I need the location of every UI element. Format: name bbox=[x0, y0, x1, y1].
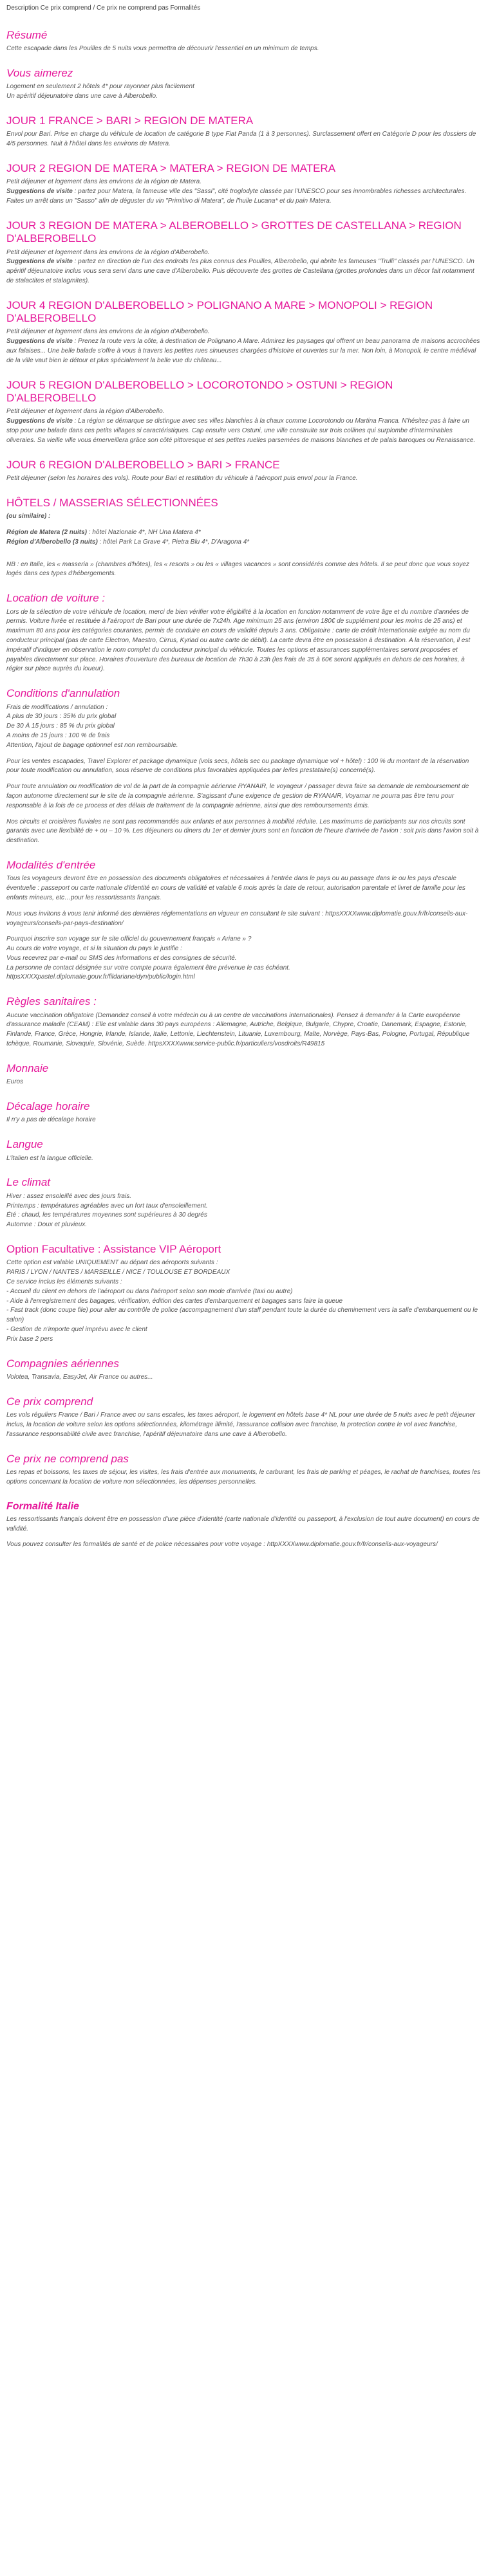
annulation-title: Conditions d'annulation bbox=[6, 687, 120, 700]
section-jour6 bbox=[6, 459, 482, 484]
comprend-text: Les vols réguliers France / Bari / France avec ou sans escales, les taxes aéroport, le logement en hôtels base 4* NL pour une durée de 5 nuits avec le petit déjeuner inclus, la location de voiture selon les options sélectionnées, kilométrage illimité, l'assurance collision avec franchise, la protection contre le vol avec franchise, l'assurance responsabilité civile avec franchise, l'apéritif déjeunatoire dans une cave à Alberobello. bbox=[6, 1412, 476, 1438]
aimerez-title: Vous aimerez bbox=[6, 66, 73, 79]
vip-line: - Gestion de n'importe quel imprévu avec le client bbox=[6, 1325, 147, 1333]
section-decalage bbox=[6, 1100, 482, 1125]
decalage-text: Il n'y a pas de décalage horaire bbox=[6, 1116, 96, 1124]
location-text: Lors de la sélection de votre véhicule de location, merci de bien vérifier votre éligibilité à la location en fonction notamment de votre âge et du nombre d'années de permis. Voiture livrée et restituée à l'aéroport de Bari pour une durée de 7x24h. Age minimum 25 ans (environ 180€ de supplément pour les moins de 25 ans) et maximum 80 ans pour les catégories courantes, permis de conduire en cours de validité depuis 3 ans. Obligatoire : carte de crédit internationale exigée au nom du conducteur principal (pas de carte Electron, Maestro, Cirrus, Kyriad ou autre carte de débit). La carte devra être en possession à destination. A la réservation, il est impératif d'indiquer en observation le nom complet du conducteur principal du véhicule. Toutes les options et assurances supplémentaires seront proposées et payables directement sur place. Horaires d'ouverture des bureaux de location de 7h30 à 23h (les frais de 35 à 60€ seront appliqués en dehors de ces horaires, à régler sur place auprès du loueur). bbox=[6, 608, 471, 673]
section-jour2 bbox=[6, 162, 482, 207]
section-jour4 bbox=[6, 299, 482, 366]
modalites-line: Vous recevrez par e-mail ou SMS des informations et des consignes de sécurité. bbox=[6, 954, 237, 962]
hotel-region-label: Région de Matera (2 nuits) bbox=[6, 529, 88, 537]
hotels-note: NB : en Italie, les « masseria » (chambres d'hôtes), les « resorts » ou les « villages vacances » sont considérés comme des hôtels. Il se peut donc que vous soyez logés dans ces types d'hébergements. bbox=[6, 560, 469, 578]
compagnies-title: Compagnies aériennes bbox=[6, 1357, 119, 1370]
langue-title: Langue bbox=[6, 1138, 43, 1151]
climat-line: Hiver : assez ensoleillé avec des jours frais. bbox=[6, 1192, 131, 1200]
jour4-title: JOUR 4 REGION D'ALBEROBELLO > POLIGNANO A MARE > MONOPOLI > REGION D'ALBEROBELLO bbox=[6, 299, 433, 325]
decalage-title: Décalage horaire bbox=[6, 1100, 90, 1113]
vip-line: Ce service inclus les éléments suivants : bbox=[6, 1278, 122, 1285]
jour3-line1: Petit déjeuner et logement dans les environs de la région d'Alberobello. bbox=[6, 248, 210, 256]
section-monnaie bbox=[6, 1062, 482, 1087]
jour6-text: Petit déjeuner (selon les horaires des vols). Route pour Bari et restitution du véhicule à l'aéroport puis envol pour la France. bbox=[6, 475, 358, 483]
jour1-text: Envol pour Bari. Prise en charge du véhicule de location de catégorie B type Fiat Panda (1 à 3 personnes). Surclassement offert en Catégorie D pour les dossiers de 4/5 personnes. Nuit à l'hôtel dans les environs de Matera. bbox=[6, 131, 476, 148]
section-formalite bbox=[6, 1500, 482, 1550]
climat-line: Été : chaud, les températures moyennes sont supérieures à 30 degrés bbox=[6, 1211, 207, 1219]
hotel-names: : hôtel Park La Grave 4*, Pietra Blu 4*, D'Aragona 4* bbox=[97, 538, 250, 546]
suggestions-label: Suggestions de visite bbox=[6, 418, 73, 425]
sanitaires-text: Aucune vaccination obligatoire (Demandez conseil à votre médecin ou à un centre de vaccinations internationales). Pensez à demander à la Carte européenne d'assurance maladie (CEAM) : Elle est valable dans 30 pays européens : Allemagne, Autriche, Belgique, Bulgarie, Chypre, Croatie, Danemark, Espagne, Estonie, Finlande, France, Grèce, Hongrie, Irlande, Islande, Italie, Lettonie, Liechtenstein, Lituanie, Luxembourg, Malte, Norvège, Pays-Bas, Pologne, Portugal, République tchèque, Roumanie, Slovaquie, Slovénie, Suède. httpsXXXXwww.service-public.fr/particuliers/vosdroits/R49815 bbox=[6, 1011, 470, 1048]
jour5-line1: Petit déjeuner et logement dans la région d'Alberobello. bbox=[6, 408, 165, 416]
section-location bbox=[6, 592, 482, 674]
modalites-line: Pourquoi inscrire son voyage sur le site officiel du gouvernement français « Ariane » ? bbox=[6, 935, 252, 943]
suggestions-label: Suggestions de visite bbox=[6, 338, 73, 345]
hotel-item bbox=[6, 538, 482, 547]
jour4-suggestions bbox=[6, 337, 482, 365]
aimerez-line: Logement en seulement 2 hôtels 4* pour rayonner plus facilement bbox=[6, 83, 194, 91]
jour5-title: JOUR 5 REGION D'ALBEROBELLO > LOCOROTONDO > OSTUNI > REGION D'ALBEROBELLO bbox=[6, 378, 393, 405]
section-jour1 bbox=[6, 115, 482, 149]
vip-line: Prix base 2 pers bbox=[6, 1335, 53, 1343]
vip-line: - Aide à l'enregistrement des bagages, vérification, édition des cartes d'embarquement et bagages sans faire la queue bbox=[6, 1297, 343, 1305]
hotels-title: HÔTELS / MASSERIAS SÉLECTIONNÉES bbox=[6, 496, 218, 509]
ne-comprend-text: Les repas et boissons, les taxes de séjour, les visites, les frais d'entrée aux monuments, le carburant, les frais de parking et péages, le rachat de franchises, toutes les options concernant la location de voiture non sélectionnées, les dépenses personnelles. bbox=[6, 1468, 481, 1486]
vip-line: PARIS / LYON / NANTES / MARSEILLE / NICE / TOULOUSE ET BORDEAUX bbox=[6, 1269, 230, 1276]
formalite-title: Formalité Italie bbox=[6, 1500, 79, 1512]
section-hotels bbox=[6, 497, 482, 579]
suggestions-text: : partez pour Matera, la fameuse ville des "Sassi", cité troglodyte classée par l'UNESCO pour ses innombrables richesses architecturales. Faites un arrêt dans un "Sasso" afin de déguster du vin "Primitivo di Matera", de l'huile Lucana* et du pain Matera. bbox=[6, 188, 467, 205]
aimerez-line: Un apéritif déjeunatoire dans une cave à Alberobello. bbox=[6, 93, 158, 100]
annulation-line: Attention, l'ajout de bagage optionnel est non remboursable. bbox=[6, 741, 178, 749]
monnaie-text: Euros bbox=[6, 1078, 24, 1086]
sanitaires-title: Règles sanitaires : bbox=[6, 995, 97, 1008]
modalites-para: Tous les voyageurs devront être en possession des documents obligatoires et nécessaires à l'entrée dans le pays ou au passage dans le ou les pays d'escale éventuelle : passeport ou carte nationale d'identité en cours de validité et valable 6 mois après la date de retour, autorisation parentale et livret de famille pour les enfants mineurs, etc…pour les ressortissants français. bbox=[6, 875, 465, 901]
suggestions-text: : La région se démarque se distingue avec ses villes blanchies à la chaux comme Locorotondo ou Martina Franca. N'hésitez-pas à faire un stop pour une balade dans ces petits villages si caractéristiques. Cap ensuite vers Ostuni, une ville construite sur trois collines qui surplombe d'interminables oliveraies. Sa vieille ville vous émerveillera grâce son côté pittoresque et ses petites ruelles parsemées de maisons blanches et de palais baroques ou Renaissance. bbox=[6, 418, 476, 444]
jour2-line1: Petit déjeuner et logement dans les environs de la région de Matera. bbox=[6, 178, 202, 186]
climat-line: Printemps : températures agréables avec un fort taux d'ensoleillement. bbox=[6, 1202, 208, 1210]
annulation-line: Frais de modifications / annulation : bbox=[6, 703, 108, 711]
annulation-para: Pour les ventes escapades, Travel Explorer et package dynamique (vols secs, hôtels sec ou package dynamique vol + hôtel) : 100 % du montant de la réservation pour toute modification ou annulation, sous réserve de conditions plus favorables appliquées par le/les prestataire(s) concerné(s). bbox=[6, 757, 469, 775]
modalites-para: Nous vous invitons à vous tenir informé des dernières réglementations en vigueur en consultant le site suivant : httpsXXXXwww.diplomatie.gouv.fr/fr/conseils-aux-voyageurs/conseils-par-pays-destination/ bbox=[6, 910, 468, 927]
annulation-line: A plus de 30 jours : 35% du prix global bbox=[6, 713, 117, 721]
suggestions-label: Suggestions de visite bbox=[6, 258, 73, 266]
section-annulation bbox=[6, 687, 482, 846]
section-ne-comprend bbox=[6, 1453, 482, 1487]
section-comprend bbox=[6, 1395, 482, 1440]
section-aimerez bbox=[6, 67, 482, 102]
annulation-line: A moins de 15 jours : 100 % de frais bbox=[6, 731, 110, 739]
climat-line: Automne : Doux et pluvieux. bbox=[6, 1221, 88, 1229]
section-climat bbox=[6, 1176, 482, 1230]
jour1-title: JOUR 1 FRANCE > BARI > REGION DE MATERA bbox=[6, 114, 254, 127]
jour2-title: JOUR 2 REGION DE MATERA > MATERA > REGION DE MATERA bbox=[6, 161, 336, 174]
suggestions-label: Suggestions de visite bbox=[6, 188, 73, 196]
section-resume bbox=[6, 29, 482, 54]
hotel-names: : hôtel Nazionale 4*, NH Una Matera 4* bbox=[87, 529, 201, 537]
vip-line: - Accueil du client en dehors de l'aéroport ou dans l'aéroport selon son mode d'arrivée (taxi ou autre) bbox=[6, 1287, 293, 1295]
section-modalites bbox=[6, 859, 482, 982]
section-langue bbox=[6, 1138, 482, 1163]
hotel-region-label: Région d'Alberobello (3 nuits) bbox=[6, 538, 98, 546]
tabs-line[interactable]: Description Ce prix comprend / Ce prix ne comprend pas Formalités bbox=[6, 5, 201, 12]
hotels-subtitle: (ou similaire) : bbox=[6, 513, 51, 520]
climat-title: Le climat bbox=[6, 1176, 51, 1189]
monnaie-title: Monnaie bbox=[6, 1062, 49, 1074]
modalites-link[interactable]: httpsXXXXpastel.diplomatie.gouv.fr/fildariane/dyn/public/login.html bbox=[6, 973, 195, 981]
vip-title: Option Facultative : Assistance VIP Aéroport bbox=[6, 1243, 221, 1255]
annulation-para: Pour toute annulation ou modification de vol de la part de la compagnie aérienne RYANAIR, le voyageur / passager devra faire sa demande de remboursement de façon autonome directement sur le site de la compagnie aérienne. S'agissant d'une exigence de gestion de RYANAIR, Voyamar ne pourra pas être tenu pour responsable à la fois de ce process et des délais de traitement de la compagnie aérienne, ainsi que des remboursements émis. bbox=[6, 783, 469, 809]
compagnies-text: Volotea, Transavia, EasyJet, Air France ou autres... bbox=[6, 1373, 153, 1381]
formalite-para: Vous pouvez consulter les formalités de santé et de police nécessaires pour votre voyage : httpXXXXwww.diplomatie.gouv.fr/fr/conseils-aux-voyageurs/ bbox=[6, 1541, 438, 1549]
hotel-item bbox=[6, 528, 482, 538]
modalites-title: Modalités d'entrée bbox=[6, 858, 96, 871]
suggestions-text: : Prenez la route vers la côte, à destination de Polignano A Mare. Admirez les paysages qui offrent un beau panorama de maisons accrochées aux falaises... Une belle balade s'offre à vous à travers les petites rues sinueuses chargées d'histoire et ouvertes sur la mer. Non loin, à Monopoli, le centre médiéval de la ville vaut bien le détour et plus spécialement la belle vue du château... bbox=[6, 338, 480, 364]
formalite-para: Les ressortissants français doivent être en possession d'une pièce d'identité (carte nationale d'identité ou passeport, à l'exclusion de tout autre document) en cours de validité. bbox=[6, 1515, 480, 1532]
comprend-title: Ce prix comprend bbox=[6, 1395, 93, 1408]
jour6-title: JOUR 6 REGION D'ALBEROBELLO > BARI > FRANCE bbox=[6, 458, 280, 471]
vip-line: - Fast track (donc coupe file) pour aller au contrôle de police (accompagnement d'un staff pendant toute la durée du cheminement vers la salle d'embarquement ou le salon) bbox=[6, 1307, 478, 1324]
modalites-line: Au cours de votre voyage, et si la situation du pays le justifie : bbox=[6, 945, 182, 953]
section-vip bbox=[6, 1243, 482, 1345]
suggestions-text: : partez en direction de l'un des endroits les plus connus des Pouilles, Alberobello, qui abrite les fameuses "Trulli" classés par l'UNESCO. Un apéritif déjeunatoire inclus vous sera servi dans une cave d'Alberobello. Puis découverte des grottes de Castellana (grottes profondes dans un décor fait notamment de stalactites et stalagmites). bbox=[6, 258, 474, 284]
ne-comprend-title: Ce prix ne comprend pas bbox=[6, 1452, 129, 1465]
section-compagnies bbox=[6, 1357, 482, 1383]
section-jour5 bbox=[6, 379, 482, 446]
vip-line: Cette option est valable UNIQUEMENT au départ des aéroports suivants : bbox=[6, 1259, 218, 1267]
modalites-line: La personne de contact désignée sur votre compte pourra également être prévenue le cas échéant. bbox=[6, 964, 290, 971]
jour3-title: JOUR 3 REGION DE MATERA > ALBEROBELLO > GROTTES DE CASTELLANA > REGION D'ALBEROBELLO bbox=[6, 219, 462, 245]
location-title: Location de voiture : bbox=[6, 592, 106, 605]
jour5-suggestions bbox=[6, 417, 482, 445]
section-jour3 bbox=[6, 219, 482, 286]
annulation-para: Nos circuits et croisières fluviales ne sont pas recommandés aux enfants et aux personnes à mobilité réduite. Les maximums de participants sur nos circuits sont garantis avec une flexibilité de + ou – 10 %. Les déjeuners ou diners du 1er et dernier jours sont en fonction de l'heure d'arrivée de l'avion : soit pris dans l'avion soit à destination. bbox=[6, 818, 479, 845]
annulation-line: De 30 À 15 jours : 85 % du prix global bbox=[6, 722, 115, 730]
jour2-suggestions bbox=[6, 187, 482, 207]
resume-title: Résumé bbox=[6, 28, 48, 41]
langue-text: L'italien est la langue officielle. bbox=[6, 1154, 93, 1162]
jour3-suggestions bbox=[6, 257, 482, 286]
resume-text: Cette escapade dans les Pouilles de 5 nuits vous permettra de découvrir l'essentiel en un minimum de temps. bbox=[6, 45, 319, 53]
jour4-line1: Petit déjeuner et logement dans les environs de la région d'Alberobello. bbox=[6, 328, 210, 336]
section-sanitaires bbox=[6, 995, 482, 1049]
